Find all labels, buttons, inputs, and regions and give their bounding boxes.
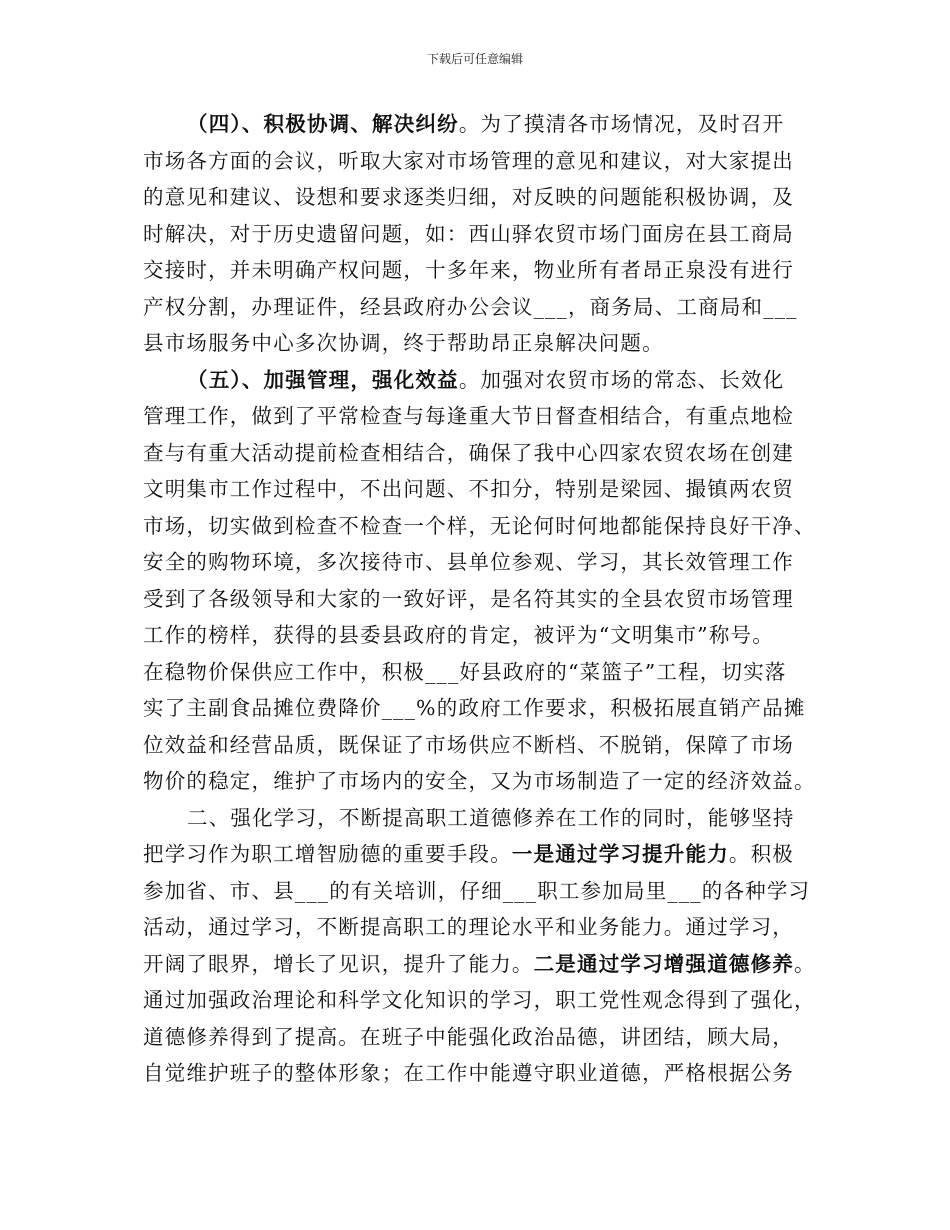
text-line xyxy=(143,581,823,618)
text-segment: 。积极 xyxy=(728,842,795,866)
text-segment: 的意见和建议、设想和要求逐类归细，对反映的问题能积极协调，及 xyxy=(143,185,794,209)
text-segment: 。加强对农贸市场的常态、长效化 xyxy=(458,367,785,392)
text-segment: 物价的稳定，维护了市场内的安全，又为市场制造了一定的经济效益。 xyxy=(143,769,816,793)
text-segment: 二、强化学习，不断提高职工道德修养在工作的同时，能够坚持 xyxy=(187,805,795,830)
text-line xyxy=(143,763,823,800)
text-segment: 位效益和经营品质，既保证了市场供应不断档、不脱销，保障了市场 xyxy=(143,732,794,757)
text-line xyxy=(143,179,823,216)
bold-heading: 一是通过学习提升能力 xyxy=(511,842,729,866)
text-segment: 查与有重大活动提前检查相结合，确保了我中心四家农贸农场在创建 xyxy=(143,440,794,465)
text-segment: 参加省、市、县___的有关培训，仔细___职工参加局里___的各种学习 xyxy=(143,878,811,903)
text-segment: 工作的榜样，获得的县委县政府的肯定，被评为“文明集市”称号。 xyxy=(143,623,774,647)
document-body xyxy=(143,106,823,1092)
text-line xyxy=(143,836,823,873)
text-line xyxy=(143,1055,823,1092)
text-line xyxy=(143,873,823,910)
text-segment: 在稳物价保供应工作中，积极___好县政府的“菜篮子”工程，切实落 xyxy=(143,659,787,684)
text-segment: 县市场服务中心多次协调，终于帮助昂正泉解决问题。 xyxy=(143,331,664,355)
text-segment: 开阔了眼界，增长了见识，提升了能力。 xyxy=(143,951,534,976)
text-line xyxy=(143,508,823,545)
text-line xyxy=(143,143,823,180)
text-segment: 安全的购物环境，多次接待市、县单位参观、学习，其长效管理工作 xyxy=(143,550,794,574)
text-segment: 通过加强政治理论和科学文化知识的学习，职工党性观念得到了强化， xyxy=(143,988,816,1012)
text-line xyxy=(143,800,823,837)
text-line xyxy=(143,252,823,289)
text-line xyxy=(143,946,823,983)
text-line xyxy=(143,398,823,435)
text-line xyxy=(143,362,823,399)
text-line xyxy=(143,435,823,472)
text-line xyxy=(143,909,823,946)
text-line xyxy=(143,471,823,508)
text-segment: 。 xyxy=(794,951,816,976)
text-line xyxy=(143,544,823,581)
bold-heading: （五）、加强管理，强化效益 xyxy=(187,367,459,392)
text-segment: 道德修养得到了提高。在班子中能强化政治品德，讲团结，顾大局， xyxy=(143,1024,794,1049)
text-segment: 管理工作，做到了平常检查与每逢重大节日督查相结合，有重点地检 xyxy=(143,404,794,428)
text-line xyxy=(143,289,823,326)
text-segment: 市场各方面的会议，听取大家对市场管理的意见和建议，对大家提出 xyxy=(143,148,794,173)
text-line xyxy=(143,617,823,654)
text-segment: 产权分割，办理证件，经县政府办公会议___，商务局、工商局和___ xyxy=(143,294,798,319)
text-segment: 文明集市工作过程中，不出问题、不扣分，特别是梁园、撮镇两农贸 xyxy=(143,477,794,501)
text-line xyxy=(143,106,823,143)
text-segment: 交接时，并未明确产权问题，十多年来，物业所有者昂正泉没有进行 xyxy=(143,258,794,282)
text-segment: 。为了摸清各市场情况，及时召开 xyxy=(458,112,785,136)
text-line xyxy=(143,727,823,764)
text-segment: 实了主副食品摊位费降价___%的政府工作要求，积极拓展直销产品摊 xyxy=(143,696,806,720)
text-segment: 时解决，对于历史遗留问题，如：西山驿农贸市场门面房在县工商局 xyxy=(143,221,794,246)
text-line xyxy=(143,1019,823,1056)
text-segment: 市场，切实做到检查不检查一个样，无论何时何地都能保持良好干净、 xyxy=(143,513,816,538)
text-segment: 受到了各级领导和大家的一致好评，是名符其实的全县农贸市场管理 xyxy=(143,586,794,611)
bold-heading: 二是通过学习增强道德修养 xyxy=(533,951,795,976)
page-header: 下载后可任意编辑 xyxy=(426,52,523,66)
text-segment: 把学习作为职工增智励德的重要手段。 xyxy=(143,842,512,866)
bold-heading: （四）、积极协调、解决纠纷 xyxy=(187,112,459,136)
text-segment: 自觉维护班子的整体形象；在工作中能遵守职业道德，严格根据公务 xyxy=(143,1061,794,1085)
text-line xyxy=(143,982,823,1019)
text-line xyxy=(143,654,823,691)
text-segment: 活动，通过学习，不断提高职工的理论水平和业务能力。通过学习， xyxy=(143,915,794,939)
text-line xyxy=(143,325,823,362)
text-line xyxy=(143,216,823,253)
text-line xyxy=(143,690,823,727)
